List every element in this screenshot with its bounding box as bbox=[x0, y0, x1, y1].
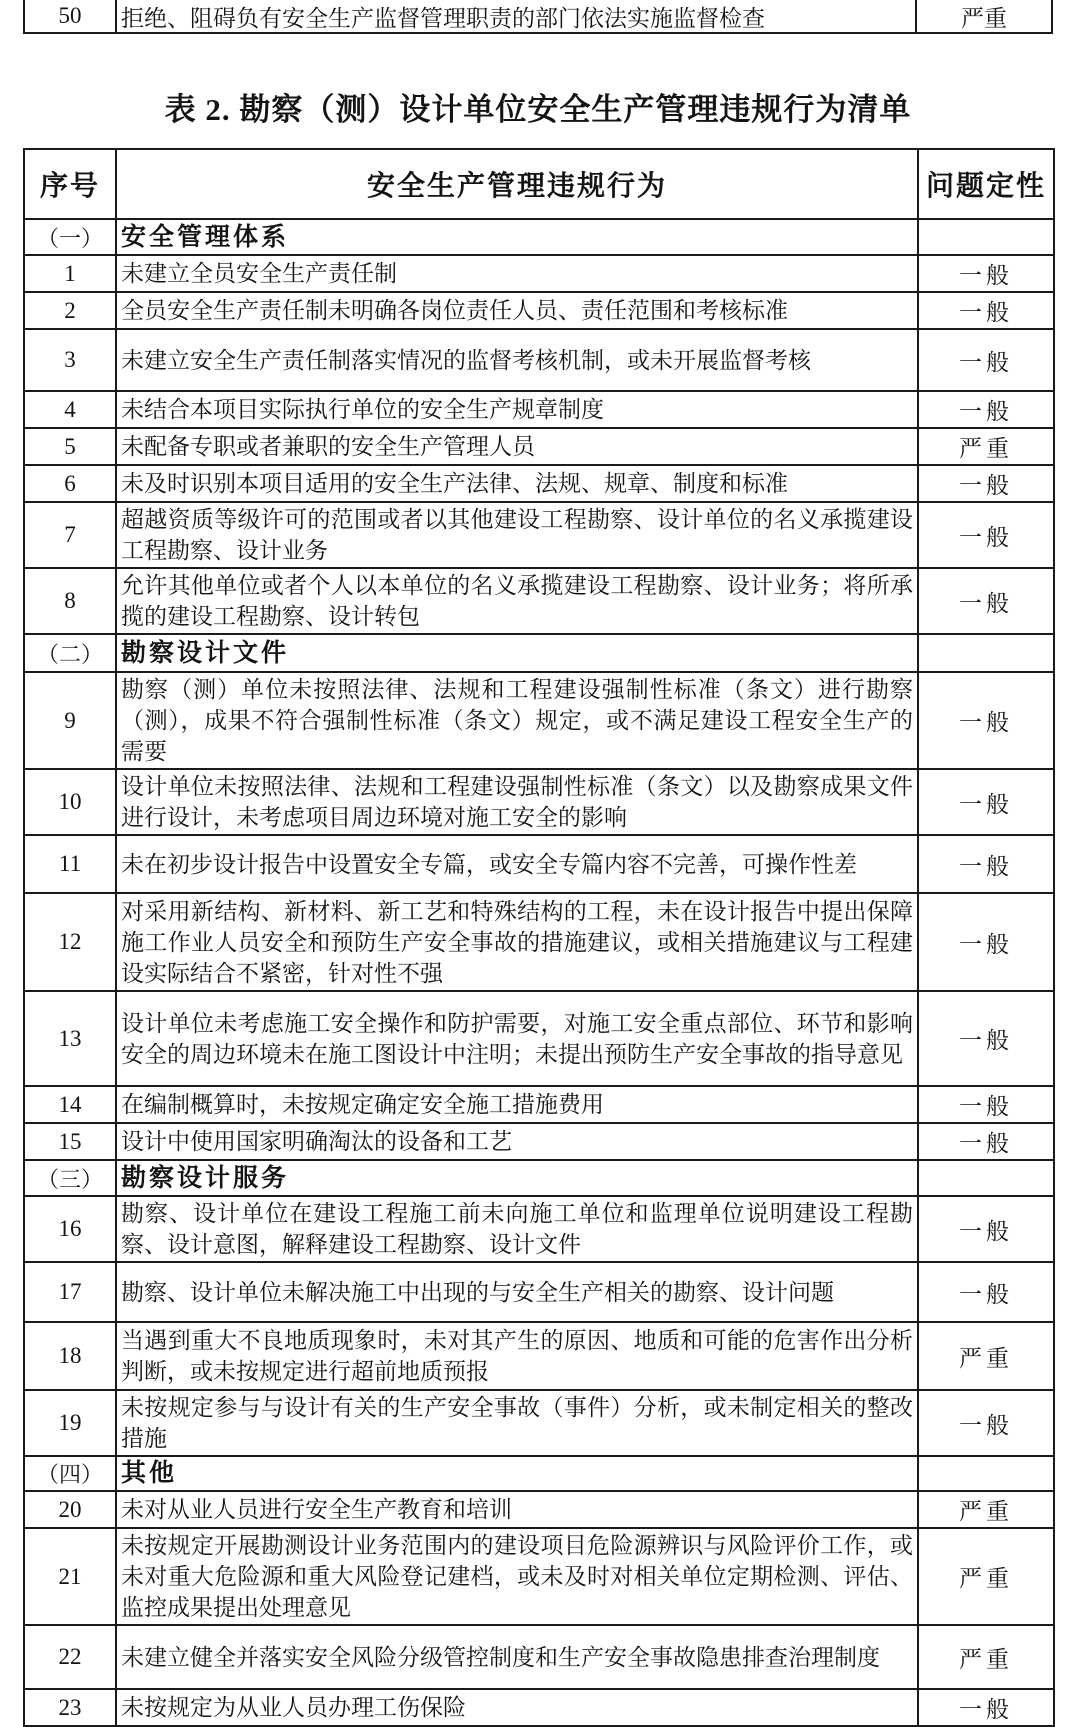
section-row bbox=[24, 1456, 1054, 1491]
behavior-cell: 允许其他单位或者个人以本单位的名义承揽建设工程勘察、设计业务；将所承揽的建设工程勘察、设计转包 bbox=[116, 568, 918, 634]
row-number-cell: 12 bbox=[24, 893, 116, 991]
severity-cell: 一般 bbox=[918, 391, 1054, 428]
row-number-cell: 21 bbox=[24, 1528, 116, 1625]
behavior-cell: 未按规定开展勘测设计业务范围内的建设项目危险源辨识与风险评价工作，或未对重大危险源和重大风险登记建档，或未及时对相关单位定期检测、评估、监控成果提出处理意见 bbox=[116, 1528, 918, 1625]
row-number-cell: 13 bbox=[24, 991, 116, 1086]
table-row bbox=[24, 1322, 1054, 1390]
row-number-cell: 16 bbox=[24, 1196, 116, 1262]
severity-cell: 一般 bbox=[918, 1196, 1054, 1262]
severity-cell: 一般 bbox=[918, 1689, 1054, 1726]
behavior-cell: 未结合本项目实际执行单位的安全生产规章制度 bbox=[116, 391, 918, 428]
behavior-cell: 当遇到重大不良地质现象时，未对其产生的原因、地质和可能的危害作出分析判断，或未按规定进行超前地质预报 bbox=[116, 1322, 918, 1390]
severity-cell: 一般 bbox=[918, 893, 1054, 991]
behavior-cell: 未在初步设计报告中设置安全专篇，或安全专篇内容不完善，可操作性差 bbox=[116, 835, 918, 893]
column-header-number: 序号 bbox=[24, 149, 116, 219]
severity-cell bbox=[918, 219, 1054, 255]
table-title: 表 2. 勘察（测）设计单位安全生产管理违规行为清单 bbox=[164, 92, 912, 127]
row-number-cell: 19 bbox=[24, 1390, 116, 1456]
section-row bbox=[24, 634, 1054, 672]
row-number-cell: 22 bbox=[24, 1625, 116, 1689]
row-number-cell: （一） bbox=[24, 219, 116, 255]
table-row bbox=[24, 672, 1054, 769]
table-row bbox=[24, 1086, 1054, 1123]
severity-cell: 一般 bbox=[918, 835, 1054, 893]
row-number-cell: 20 bbox=[24, 1491, 116, 1528]
row-number-cell: 6 bbox=[24, 465, 116, 502]
severity-cell: 严重 bbox=[918, 1322, 1054, 1390]
severity-cell: 一般 bbox=[918, 465, 1054, 502]
severity-cell: 一般 bbox=[918, 1123, 1054, 1160]
row-number-cell: 9 bbox=[24, 672, 116, 769]
behavior-cell: 未按规定为从业人员办理工伤保险 bbox=[116, 1689, 918, 1726]
behavior-cell: 未配备专职或者兼职的安全生产管理人员 bbox=[116, 428, 918, 465]
table-row bbox=[24, 465, 1054, 502]
severity-cell: 一般 bbox=[918, 292, 1054, 329]
severity-cell: 一般 bbox=[918, 502, 1054, 568]
table-row bbox=[24, 329, 1054, 391]
table-row bbox=[24, 428, 1054, 465]
table-row bbox=[24, 835, 1054, 893]
table-row bbox=[24, 255, 1054, 292]
previous-table-partial-row bbox=[23, 0, 1053, 34]
row-number-cell: 4 bbox=[24, 391, 116, 428]
severity-cell: 一般 bbox=[918, 1390, 1054, 1456]
table-row bbox=[24, 769, 1054, 835]
behavior-cell: 勘察（测）单位未按照法律、法规和工程建设强制性标准（条文）进行勘察（测），成果不符合强制性标准（条文）规定，或不满足建设工程安全生产的需要 bbox=[116, 672, 918, 769]
severity-cell bbox=[918, 634, 1054, 672]
behavior-cell: 未按规定参与与设计有关的生产安全事故（事件）分析，或未制定相关的整改措施 bbox=[116, 1390, 918, 1456]
severity-cell bbox=[918, 1160, 1054, 1196]
behavior-cell: 其他 bbox=[116, 1456, 918, 1491]
severity-cell: 一般 bbox=[918, 672, 1054, 769]
table-row bbox=[24, 1528, 1054, 1625]
column-header-severity: 问题定性 bbox=[918, 149, 1054, 219]
table-row bbox=[24, 1123, 1054, 1160]
row-number-cell: （三） bbox=[24, 1160, 116, 1196]
behavior-cell: 在编制概算时，未按规定确定安全施工措施费用 bbox=[116, 1086, 918, 1123]
severity-cell: 严重 bbox=[918, 1528, 1054, 1625]
behavior-cell: 超越资质等级许可的范围或者以其他建设工程勘察、设计单位的名义承揽建设工程勘察、设计业务 bbox=[116, 502, 918, 568]
severity-cell: 严重 bbox=[918, 1491, 1054, 1528]
behavior-cell: 全员安全生产责任制未明确各岗位责任人员、责任范围和考核标准 bbox=[116, 292, 918, 329]
severity-cell: 严重 bbox=[961, 5, 1007, 31]
behavior-cell: 勘察、设计单位未解决施工中出现的与安全生产相关的勘察、设计问题 bbox=[116, 1262, 918, 1322]
row-number-cell: 1 bbox=[24, 255, 116, 292]
section-row bbox=[24, 1160, 1054, 1196]
row-number-cell: 17 bbox=[24, 1262, 116, 1322]
behavior-cell: 设计单位未考虑施工安全操作和防护需要，对施工安全重点部位、环节和影响安全的周边环境未在施工图设计中注明；未提出预防生产安全事故的指导意见 bbox=[116, 991, 918, 1086]
row-number-cell: 5 bbox=[24, 428, 116, 465]
table-row bbox=[24, 1262, 1054, 1322]
severity-cell: 严重 bbox=[918, 428, 1054, 465]
violations-tbody bbox=[24, 219, 1054, 1726]
row-number-cell: （二） bbox=[24, 634, 116, 672]
row-number-cell: 10 bbox=[24, 769, 116, 835]
table-row bbox=[24, 292, 1054, 329]
row-number-cell: 15 bbox=[24, 1123, 116, 1160]
row-number-cell: 14 bbox=[24, 1086, 116, 1123]
table-row bbox=[24, 991, 1054, 1086]
behavior-cell: 勘察设计文件 bbox=[116, 634, 918, 672]
table-row bbox=[24, 1390, 1054, 1456]
behavior-cell: 未及时识别本项目适用的安全生产法律、法规、规章、制度和标准 bbox=[116, 465, 918, 502]
severity-cell: 一般 bbox=[918, 1086, 1054, 1123]
severity-cell: 一般 bbox=[918, 1262, 1054, 1322]
behavior-cell: 设计中使用国家明确淘汰的设备和工艺 bbox=[116, 1123, 918, 1160]
table-row bbox=[24, 568, 1054, 634]
table-row bbox=[24, 1625, 1054, 1689]
table-row bbox=[24, 893, 1054, 991]
severity-cell bbox=[918, 1456, 1054, 1491]
section-row bbox=[24, 219, 1054, 255]
column-header-behavior: 安全生产管理违规行为 bbox=[116, 149, 918, 219]
severity-cell: 一般 bbox=[918, 568, 1054, 634]
row-number-cell: 18 bbox=[24, 1322, 116, 1390]
severity-cell: 一般 bbox=[918, 769, 1054, 835]
table-row bbox=[24, 1491, 1054, 1528]
row-number-cell: 2 bbox=[24, 292, 116, 329]
behavior-cell: 勘察设计服务 bbox=[116, 1160, 918, 1196]
violations-table bbox=[23, 148, 1055, 1727]
severity-cell: 一般 bbox=[918, 255, 1054, 292]
behavior-cell: 未建立安全生产责任制落实情况的监督考核机制，或未开展监督考核 bbox=[116, 329, 918, 391]
behavior-cell: 设计单位未按照法律、法规和工程建设强制性标准（条文）以及勘察成果文件进行设计，未考虑项目周边环境对施工安全的影响 bbox=[116, 769, 918, 835]
table-row bbox=[24, 391, 1054, 428]
behavior-cell: 未建立全员安全生产责任制 bbox=[116, 255, 918, 292]
row-number-cell: （四） bbox=[24, 1456, 116, 1491]
table-row bbox=[24, 502, 1054, 568]
severity-cell: 严重 bbox=[918, 1625, 1054, 1689]
table-header-row bbox=[24, 149, 1054, 219]
behavior-cell: 勘察、设计单位在建设工程施工前未向施工单位和监理单位说明建设工程勘察、设计意图，解释建设工程勘察、设计文件 bbox=[116, 1196, 918, 1262]
row-number-cell: 7 bbox=[24, 502, 116, 568]
behavior-cell: 安全管理体系 bbox=[116, 219, 918, 255]
behavior-cell: 拒绝、阻碍负有安全生产监督管理职责的部门依法实施监督检查 bbox=[117, 0, 917, 32]
row-number-cell: 11 bbox=[24, 835, 116, 893]
behavior-cell: 未对从业人员进行安全生产教育和培训 bbox=[116, 1491, 918, 1528]
row-number-cell: 8 bbox=[24, 568, 116, 634]
behavior-cell: 对采用新结构、新材料、新工艺和特殊结构的工程，未在设计报告中提出保障施工作业人员安全和预防生产安全事故的措施建议，或相关措施建议与工程建设实际结合不紧密，针对性不强 bbox=[116, 893, 918, 991]
severity-cell: 一般 bbox=[918, 329, 1054, 391]
severity-cell: 一般 bbox=[918, 991, 1054, 1086]
row-number-cell: 3 bbox=[24, 329, 116, 391]
table-row bbox=[24, 1196, 1054, 1262]
table-row bbox=[24, 1689, 1054, 1726]
row-number-cell: 50 bbox=[25, 0, 117, 32]
row-number-cell: 23 bbox=[24, 1689, 116, 1726]
behavior-cell: 未建立健全并落实安全风险分级管控制度和生产安全事故隐患排查治理制度 bbox=[116, 1625, 918, 1689]
